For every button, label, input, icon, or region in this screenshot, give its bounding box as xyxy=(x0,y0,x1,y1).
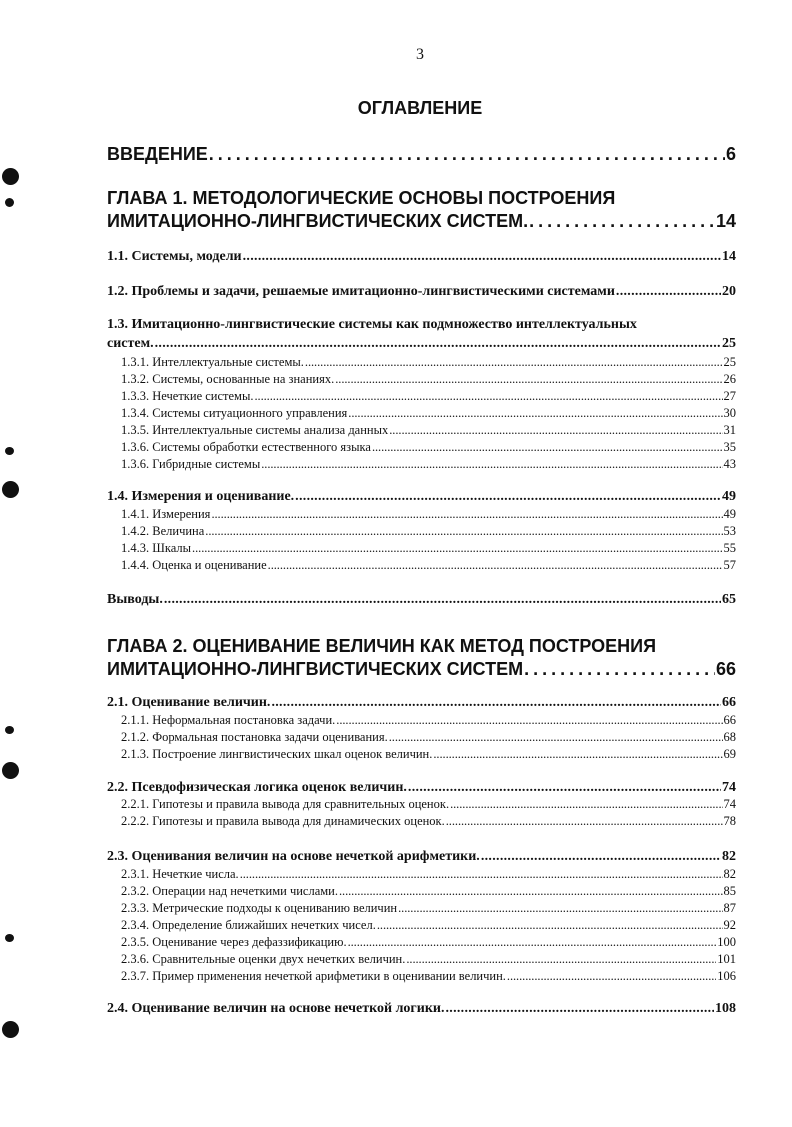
toc-entry-label: 2.1.1. Неформальная постановка задачи. xyxy=(121,713,336,727)
toc-entry-sub[interactable] xyxy=(121,541,736,556)
toc-entry-label: 1.4. Измерения и оценивание. xyxy=(107,489,295,504)
toc-entry-sub[interactable] xyxy=(121,884,736,899)
toc-entry-page: 66 xyxy=(722,695,736,710)
toc-entry-page: 74 xyxy=(723,797,736,811)
toc-entry-label: 2.3.4. Определение ближайших нечетких чисел. xyxy=(121,918,376,932)
toc-entry-label: 1.1. Системы, модели xyxy=(107,249,242,264)
toc-entry-page: 26 xyxy=(723,372,736,386)
dot-leader xyxy=(507,969,716,984)
toc-entry-page: 69 xyxy=(723,747,736,761)
toc-entry-section[interactable] xyxy=(107,780,736,796)
toc-entry-section[interactable] xyxy=(107,284,736,300)
punch-hole xyxy=(5,726,14,734)
punch-hole xyxy=(2,762,19,779)
toc-entry-sub[interactable] xyxy=(121,935,736,950)
toc-entry-page: 82 xyxy=(722,849,736,864)
toc-entry-page: 78 xyxy=(723,814,736,828)
dot-leader xyxy=(524,659,715,680)
toc-entry-label: 2.1.2. Формальная постановка задачи оценивания. xyxy=(121,730,388,744)
page-number: 3 xyxy=(416,46,424,63)
toc-entry-page: 43 xyxy=(723,457,736,471)
dot-leader xyxy=(336,713,722,728)
toc-entry-sub[interactable] xyxy=(121,797,736,812)
toc-entry-label: 1.3.1. Интеллектуальные системы. xyxy=(121,355,304,369)
dot-leader xyxy=(389,730,723,745)
punch-hole xyxy=(2,1021,19,1038)
dot-leader xyxy=(450,797,722,812)
dot-leader xyxy=(445,1001,714,1017)
toc-entry-page: 14 xyxy=(722,249,736,264)
toc-entry-label: ИМИТАЦИОННО-ЛИНГВИСТИЧЕСКИХ СИСТЕМ xyxy=(107,659,524,679)
toc-entry-label: 1.3.4. Системы ситуационного управления xyxy=(121,406,348,420)
toc-entry-title-line: ГЛАВА 1. МЕТОДОЛОГИЧЕСКИЕ ОСНОВЫ ПОСТРОЕНИЯ xyxy=(107,188,616,208)
toc-entry-sub[interactable] xyxy=(121,558,736,573)
punch-hole xyxy=(5,447,14,455)
toc-entry-label: 2.3.1. Нечеткие числа. xyxy=(121,867,239,881)
dot-leader xyxy=(348,935,717,950)
toc-entry-sub[interactable] xyxy=(121,389,736,404)
toc-entry-page: 66 xyxy=(715,659,736,679)
dot-leader xyxy=(209,144,725,165)
toc-entry-title-line: ГЛАВА 2. ОЦЕНИВАНИЕ ВЕЛИЧИН КАК МЕТОД ПОСТРОЕНИЯ xyxy=(107,636,657,656)
toc-entry-label: 2.3.6. Сравнительные оценки двух нечетких величин. xyxy=(121,952,406,966)
dot-leader xyxy=(446,814,723,829)
dot-leader xyxy=(372,440,723,455)
toc-entry-chapter[interactable] xyxy=(107,659,736,680)
toc-entry-label: 2.2.1. Гипотезы и правила вывода для сравнительных оценок. xyxy=(121,797,450,811)
toc-entry-section[interactable] xyxy=(107,336,736,352)
dot-leader xyxy=(335,372,722,387)
toc-entry-label: 1.4.4. Оценка и оценивание xyxy=(121,558,267,572)
toc-entry-sub[interactable] xyxy=(121,918,736,933)
toc-entry-section[interactable] xyxy=(107,695,736,711)
toc-entry-page: 35 xyxy=(723,440,736,454)
toc-entry-label: 2.1.3. Построение лингвистических шкал оценок величин. xyxy=(121,747,433,761)
dot-leader xyxy=(164,592,721,608)
punch-hole xyxy=(2,168,19,185)
toc-entry-label: 1.3.3. Нечеткие системы. xyxy=(121,389,254,403)
toc-entry-sub[interactable] xyxy=(121,952,736,967)
toc-entry-page: 100 xyxy=(717,935,736,949)
toc-entry-label: Выводы. xyxy=(107,592,163,607)
toc-entry-chapter[interactable] xyxy=(107,144,736,165)
toc-entry-page: 92 xyxy=(723,918,736,932)
toc-entry-sub[interactable] xyxy=(121,524,736,539)
toc-entry-label: ИМИТАЦИОННО-ЛИНГВИСТИЧЕСКИХ СИСТЕМ. xyxy=(107,211,529,231)
toc-entry-page: 68 xyxy=(723,730,736,744)
toc-entry-title-line: 1.3. Имитационно-лингвистические системы как подмножество интеллектуальных xyxy=(107,317,637,332)
toc-entry-page: 30 xyxy=(723,406,736,420)
dot-leader xyxy=(408,780,721,796)
toc-entry-sub[interactable] xyxy=(121,814,736,829)
toc-entry-chapter[interactable] xyxy=(107,211,736,232)
toc-entry-label: 2.2. Псевдофизическая логика оценок величин. xyxy=(107,780,407,795)
toc-entry-page: 49 xyxy=(723,507,736,521)
toc-entry-page: 49 xyxy=(722,489,736,504)
dot-leader xyxy=(389,423,722,438)
toc-entry-label: 1.3.6. Системы обработки естественного языка xyxy=(121,440,371,454)
toc-entry-sub[interactable] xyxy=(121,867,736,882)
toc-entry-label: 2.3. Оценивания величин на основе нечеткой арифметики. xyxy=(107,849,480,864)
punch-hole xyxy=(2,481,19,498)
toc-entry-page: 25 xyxy=(722,336,736,351)
toc-entry-page: 74 xyxy=(722,780,736,795)
dot-leader xyxy=(240,867,723,882)
toc-entry-label: ВВЕДЕНИЕ xyxy=(107,144,208,164)
toc-entry-label: 2.4. Оценивание величин на основе нечеткой логики. xyxy=(107,1001,445,1016)
punch-hole xyxy=(5,198,14,207)
toc-entry-sub[interactable] xyxy=(121,507,736,522)
toc-entry-label: 2.1. Оценивание величин. xyxy=(107,695,271,710)
dot-leader xyxy=(305,355,723,370)
toc-entry-sub[interactable] xyxy=(121,423,736,438)
dot-leader xyxy=(406,952,716,967)
toc-entry-sub[interactable] xyxy=(121,440,736,455)
toc-entry-page: 53 xyxy=(723,524,736,538)
dot-leader xyxy=(254,389,722,404)
toc-entry-page: 14 xyxy=(715,211,736,231)
toc-entry-label: 2.3.2. Операции над нечеткими числами. xyxy=(121,884,338,898)
dot-leader xyxy=(433,747,722,762)
toc-entry-page: 6 xyxy=(725,144,736,164)
toc-entry-label: 1.4.1. Измерения xyxy=(121,507,211,521)
dot-leader xyxy=(268,558,723,573)
toc-entry-label: 1.4.2. Величина xyxy=(121,524,205,538)
dot-leader xyxy=(155,336,721,352)
toc-entry-page: 101 xyxy=(717,952,736,966)
toc-entry-label: 1.3.5. Интеллектуальные системы анализа данных xyxy=(121,423,389,437)
toc-entry-section[interactable] xyxy=(107,249,736,265)
toc-entry-page: 57 xyxy=(723,558,736,572)
dot-leader xyxy=(295,489,721,505)
toc-entry-sub[interactable] xyxy=(121,730,736,745)
toc-entry-label: систем. xyxy=(107,336,154,351)
toc-entry-sub[interactable] xyxy=(121,901,736,916)
toc-entry-sub[interactable] xyxy=(121,969,736,984)
toc-entry-sub[interactable] xyxy=(121,713,736,728)
toc-entry-sub[interactable] xyxy=(121,406,736,421)
toc-entry-section[interactable] xyxy=(107,592,736,608)
toc-entry-page: 82 xyxy=(723,867,736,881)
dot-leader xyxy=(205,524,722,539)
toc-entry-label: 1.2. Проблемы и задачи, решаемые имитационно-лингвистическими системами xyxy=(107,284,615,299)
punch-hole xyxy=(5,934,14,942)
toc-entry-section[interactable] xyxy=(107,489,736,505)
toc-entry-page: 66 xyxy=(723,713,736,727)
toc-entry-label: 1.3.6. Гибридные системы xyxy=(121,457,261,471)
toc-entry-label: 2.3.7. Пример применения нечеткой арифметики в оценивании величин. xyxy=(121,969,506,983)
toc-entry-page: 106 xyxy=(717,969,736,983)
toc-entry-page: 31 xyxy=(723,423,736,437)
toc-entry-page: 55 xyxy=(723,541,736,555)
dot-leader xyxy=(339,884,723,899)
toc-entry-page: 20 xyxy=(722,284,736,299)
toc-entry-section[interactable] xyxy=(107,849,736,865)
toc-entry-sub[interactable] xyxy=(121,747,736,762)
toc-entry-page: 87 xyxy=(723,901,736,915)
toc-entry-sub[interactable] xyxy=(121,372,736,387)
dot-leader xyxy=(616,284,721,300)
toc-entry-label: 2.2.2. Гипотезы и правила вывода для динамических оценок. xyxy=(121,814,445,828)
toc-title: ОГЛАВЛЕНИЕ xyxy=(357,98,483,118)
toc-entry-sub[interactable] xyxy=(121,457,736,472)
dot-leader xyxy=(211,507,722,522)
toc-entry-sub[interactable] xyxy=(121,355,736,370)
dot-leader xyxy=(481,849,721,865)
toc-entry-page: 85 xyxy=(723,884,736,898)
toc-entry-label: 2.3.3. Метрические подходы к оцениванию величин xyxy=(121,901,398,915)
toc-entry-page: 108 xyxy=(715,1001,736,1016)
dot-leader xyxy=(243,249,721,265)
dot-leader xyxy=(377,918,723,933)
dot-leader xyxy=(192,541,722,556)
toc-entry-section[interactable] xyxy=(107,1001,736,1017)
dot-leader xyxy=(529,211,715,232)
toc-entry-label: 1.3.2. Системы, основанные на знаниях. xyxy=(121,372,335,386)
dot-leader xyxy=(348,406,722,421)
toc-entry-page: 65 xyxy=(722,592,736,607)
dot-leader xyxy=(398,901,722,916)
toc-entry-label: 1.4.3. Шкалы xyxy=(121,541,192,555)
toc-entry-page: 27 xyxy=(723,389,736,403)
dot-leader xyxy=(271,695,721,711)
toc-entry-label: 2.3.5. Оценивание через дефаззификацию. xyxy=(121,935,347,949)
dot-leader xyxy=(261,457,722,472)
toc-entry-page: 25 xyxy=(723,355,736,369)
